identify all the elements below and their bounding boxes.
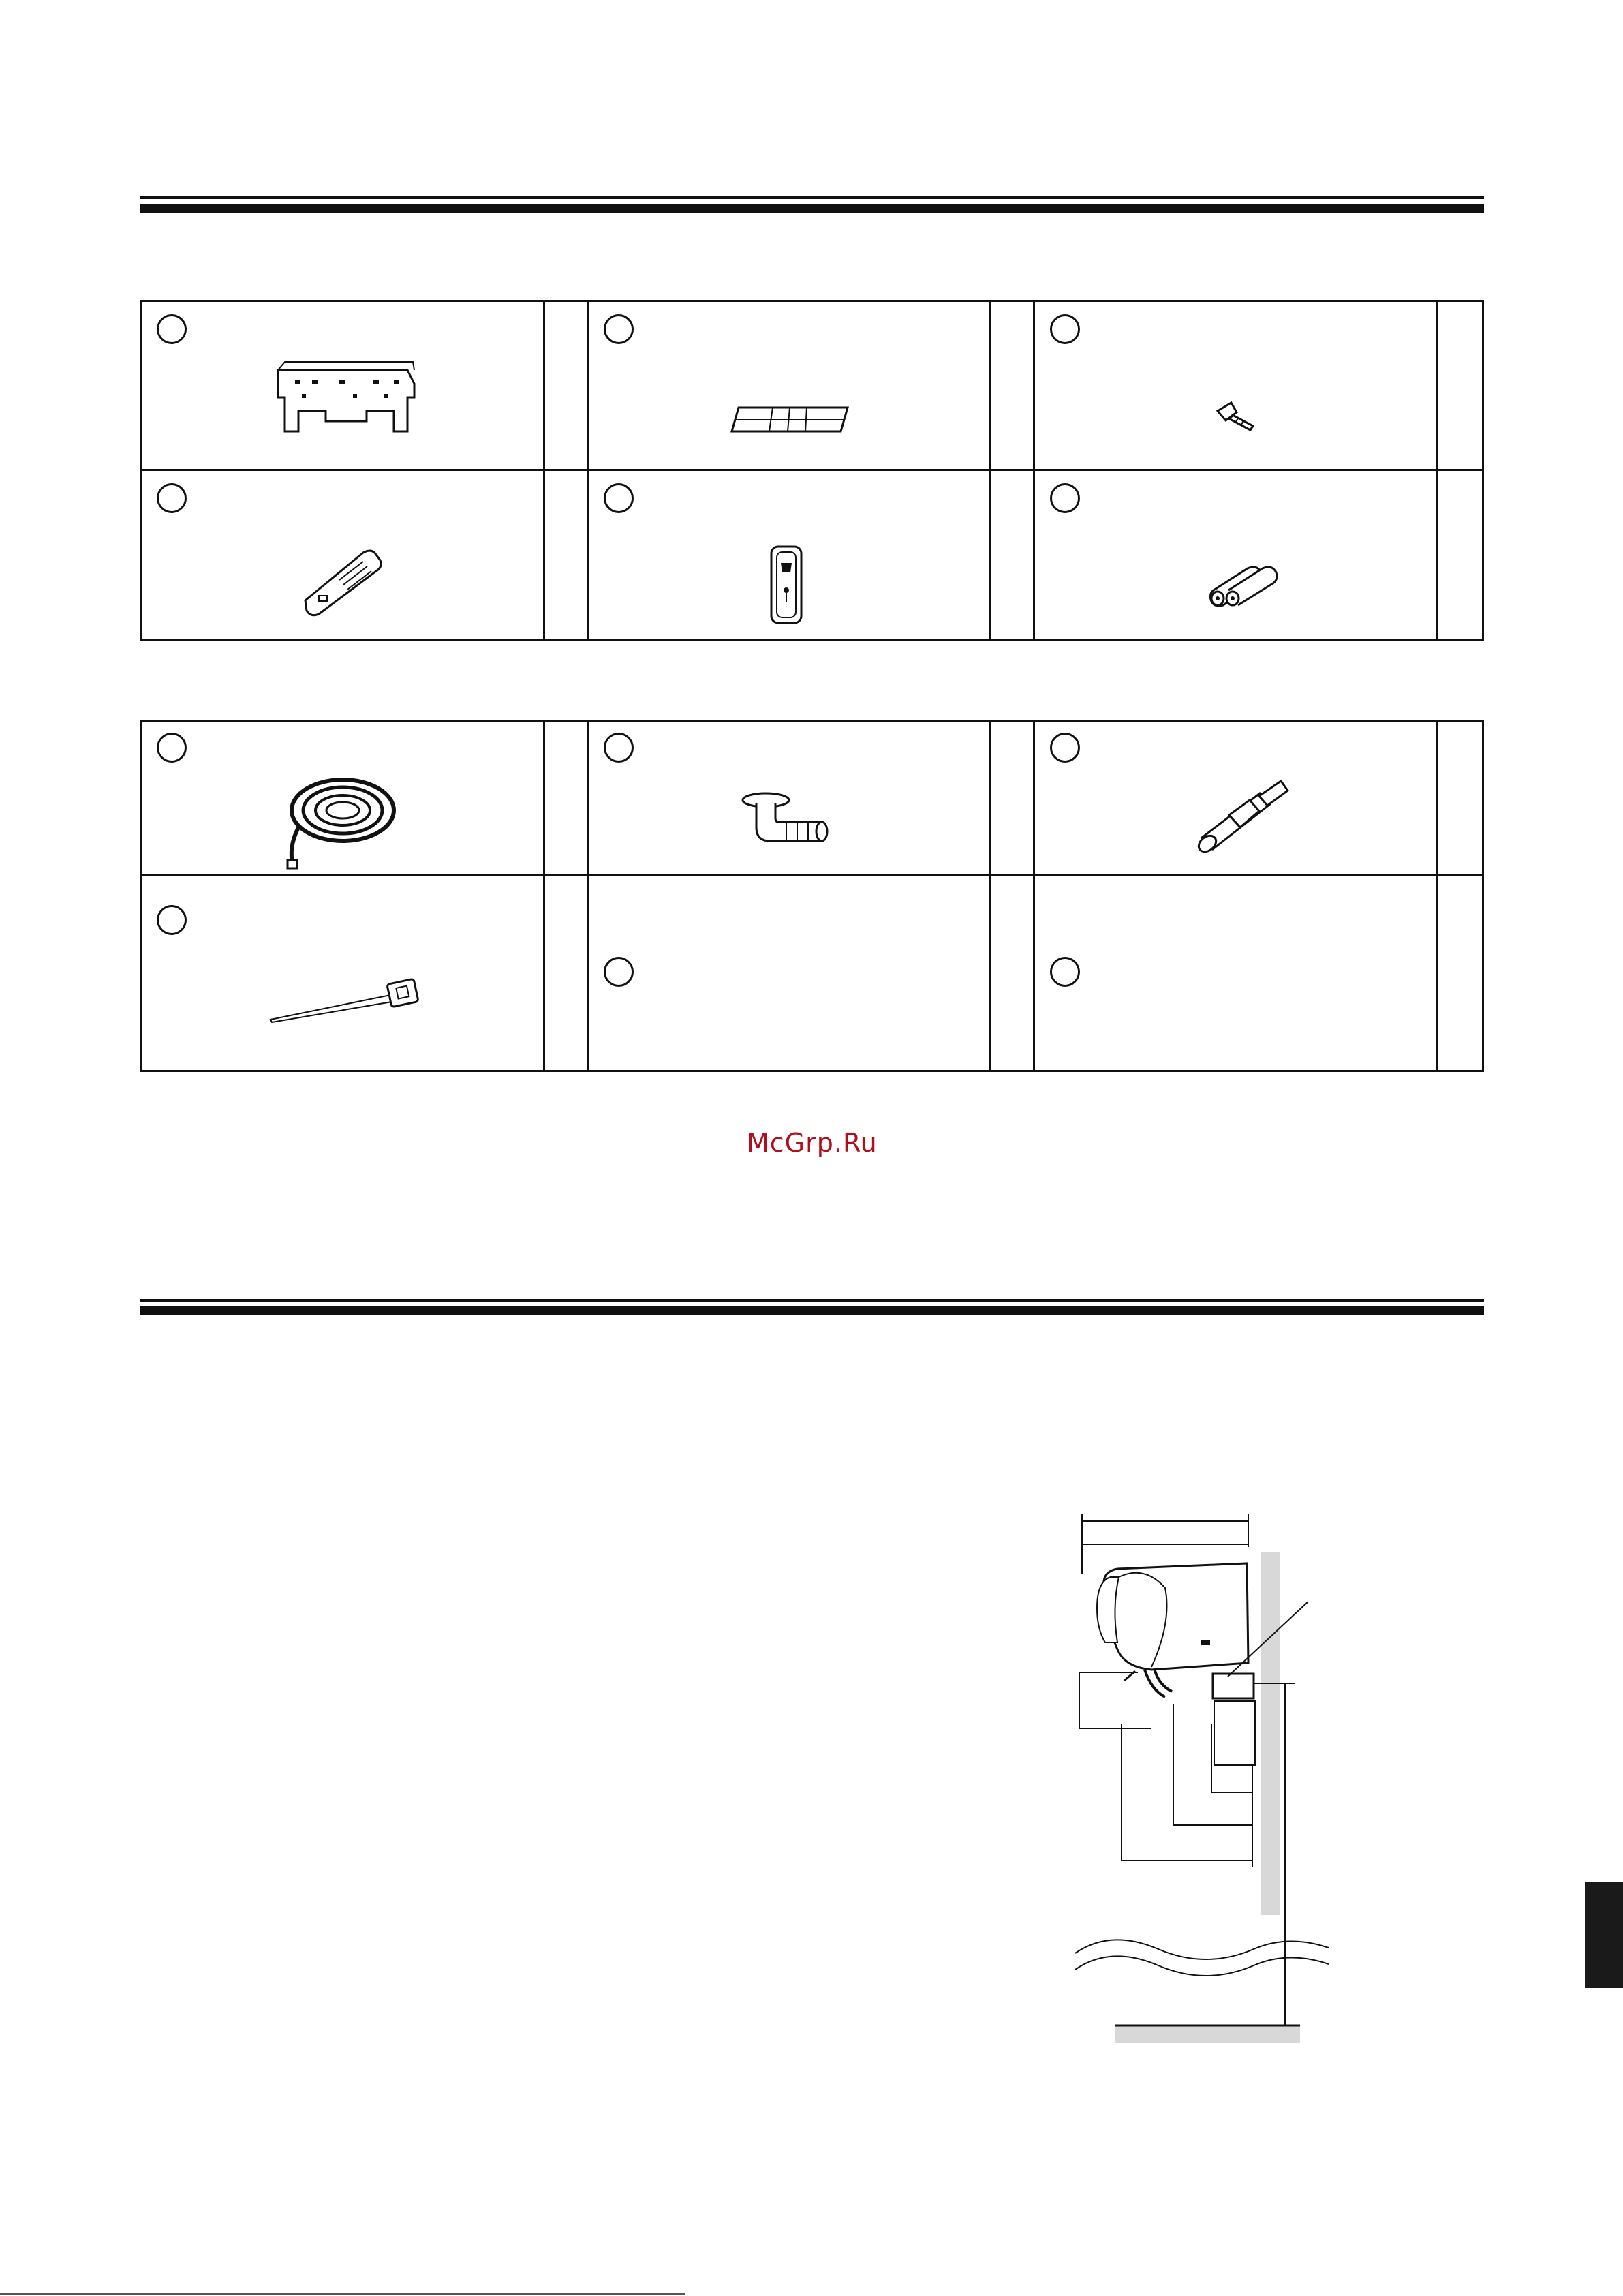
accessory-cell-empty (589, 876, 990, 1070)
watermark: McGrp.Ru (747, 1128, 878, 1158)
accessory-cell-cable-tie (142, 876, 543, 1070)
quantity-cell (989, 471, 1035, 639)
item-number-circle (1050, 957, 1080, 987)
air-filter-icon (725, 401, 854, 435)
accessory-cell-batteries (1035, 471, 1436, 639)
item-number-circle (1050, 483, 1080, 513)
item-number-circle (157, 905, 187, 935)
quantity-cell (543, 876, 589, 1070)
mounting-plate-icon (271, 356, 421, 445)
drain-elbow-icon (739, 786, 841, 851)
section-rule-top (140, 196, 1484, 213)
cable-tie-icon (268, 972, 431, 1026)
page-bottom-line (0, 2293, 685, 2295)
screw-icon (1212, 397, 1260, 438)
accessory-cell-drain-elbow (589, 722, 990, 874)
quantity-cell (989, 302, 1035, 469)
accessory-cell-hose-joint (1035, 722, 1436, 874)
table-row (142, 302, 1482, 471)
accessory-cell-drain-hose (142, 722, 543, 874)
accessory-cell-air-filter (589, 302, 990, 469)
quantity-cell (543, 471, 589, 639)
hose-joint-icon (1188, 773, 1290, 858)
quantity-cell (1436, 722, 1482, 874)
table-row (142, 722, 1482, 876)
item-number-circle (604, 314, 634, 344)
accessory-cell-mounting-plate (142, 302, 543, 469)
quantity-cell (543, 722, 589, 874)
remote-control-icon (298, 542, 387, 617)
accessories-table-2 (140, 720, 1484, 1072)
item-number-circle (1050, 733, 1080, 763)
remote-holder-icon (767, 542, 808, 628)
accessory-cell-remote-control (142, 471, 543, 639)
table-row (142, 471, 1482, 639)
table-row (142, 876, 1482, 1070)
accessories-table-1 (140, 300, 1484, 641)
quantity-cell (543, 302, 589, 469)
item-number-circle (1050, 314, 1080, 344)
quantity-cell (1436, 876, 1482, 1070)
item-number-circle (157, 733, 187, 763)
item-number-circle (604, 483, 634, 513)
section-side-tab (1585, 1882, 1623, 1988)
drain-hose-icon (278, 773, 401, 872)
quantity-cell (989, 876, 1035, 1070)
item-number-circle (157, 314, 187, 344)
item-number-circle (604, 733, 634, 763)
section-rule-middle (140, 1299, 1484, 1315)
item-number-circle (157, 483, 187, 513)
item-number-circle (604, 957, 634, 987)
accessory-cell-screw (1035, 302, 1436, 469)
quantity-cell (1436, 302, 1482, 469)
batteries-icon (1205, 556, 1280, 607)
installation-clearance-diagram-icon (1070, 1506, 1342, 2051)
accessory-cell-empty (1035, 876, 1436, 1070)
quantity-cell (1436, 471, 1482, 639)
quantity-cell (989, 722, 1035, 874)
accessory-cell-remote-holder (589, 471, 990, 639)
